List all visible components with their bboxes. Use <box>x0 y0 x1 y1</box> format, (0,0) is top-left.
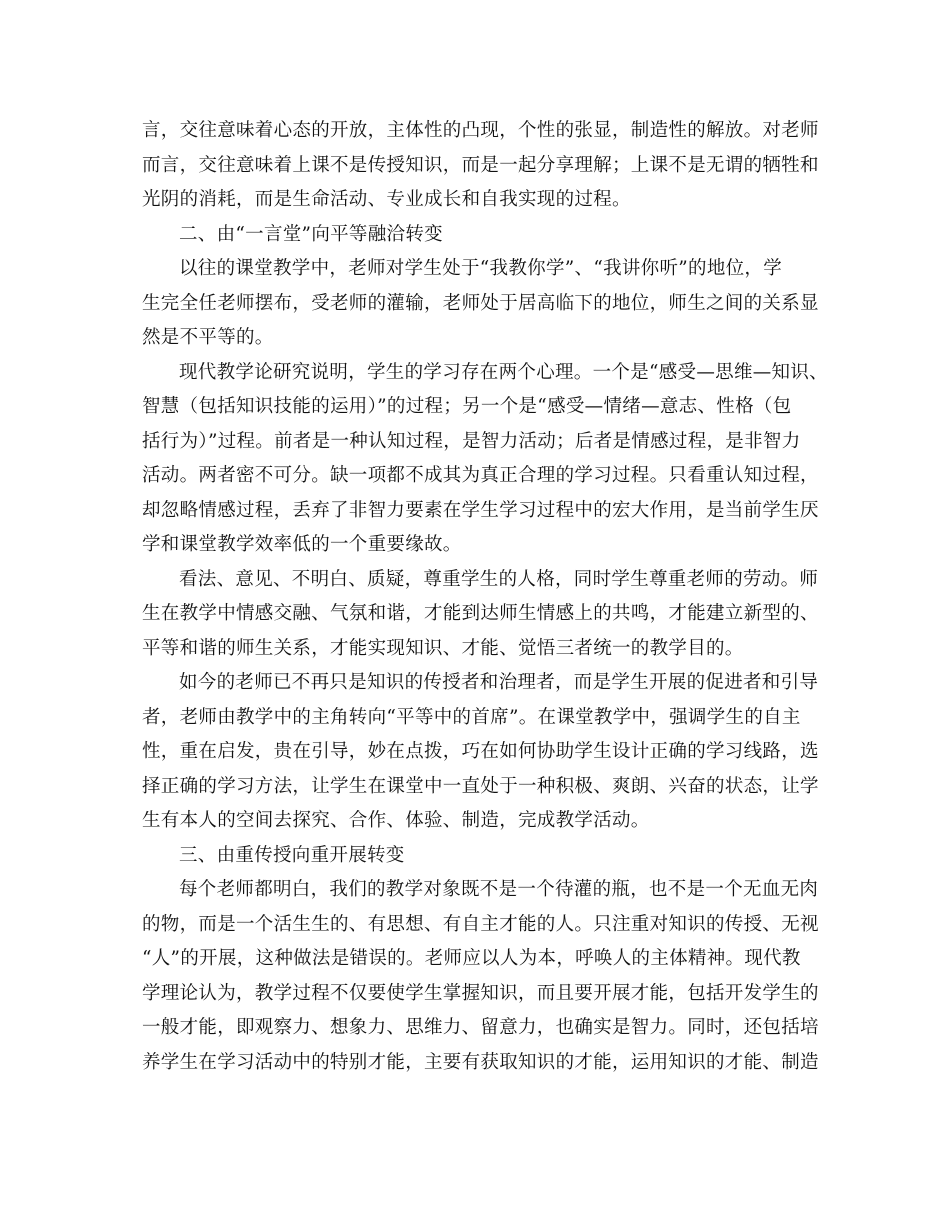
text-line: 学和课堂教学效率低的一个重要缘故。 <box>142 534 462 555</box>
text-line: 的物，而是一个活生生的、有思想、有自主才能的人。只注重对知识的传授、无视 <box>142 913 819 935</box>
text-line: 如今的老师已不再只是知识的传授者和治理者，而是学生开展的促进者和引导 <box>179 672 819 693</box>
text-line: 者，老师由教学中的主角转向“平等中的首席”。在课堂教学中，强调学生的自主 <box>142 706 801 728</box>
text-line: 学理论认为，教学过程不仅要使学生掌握知识，而且要开展才能，包括开发学生的 <box>142 982 819 1004</box>
text-line: 平等和谐的师生关系，才能实现知识、才能、觉悟三者统一的教学目的。 <box>142 637 744 659</box>
text-line: 括行为）”过程。前者是一种认知过程，是智力活动；后者是情感过程，是非智力 <box>142 430 801 452</box>
text-line: 性，重在启发，贵在引导，妙在点拨，巧在如何协助学生设计正确的学习线路，选 <box>142 741 819 762</box>
text-line: 生完全任老师摆布，受老师的灌输，老师处于居高临下的地位，师生之间的关系显 <box>142 292 819 314</box>
text-line: 三、由重传授向重开展转变 <box>179 844 405 866</box>
text-line: 每个老师都明白，我们的教学对象既不是一个待灌的瓶，也不是一个无血无肉 <box>179 879 819 900</box>
text-line: 择正确的学习方法，让学生在课堂中一直处于一种积极、爽朗、兴奋的状态，让学 <box>142 775 819 797</box>
text-line: 生在教学中情感交融、气氛和谐，才能到达师生情感上的共鸣，才能建立新型的、 <box>142 603 819 624</box>
text-line: “人”的开展，这种做法是错误的。老师应以人为本，呼唤人的主体精神。现代教 <box>142 948 801 969</box>
text-line: 养学生在学习活动中的特别才能，主要有获取知识的才能，运用知识的才能、制造 <box>142 1051 819 1073</box>
text-line: 光阴的消耗，而是生命活动、专业成长和自我实现的过程。 <box>142 189 631 210</box>
text-line: 现代教学论研究说明，学生的学习存在两个心理。一个是“感受—思维—知识、 <box>179 361 828 383</box>
text-line: 智慧（包括知识技能的运用）”的过程；另一个是“感受—情绪—意志、性格（包 <box>142 396 792 417</box>
text-line: 看法、意见、不明白、质疑，尊重学生的人格，同时学生尊重老师的劳动。师 <box>179 568 819 590</box>
document-body <box>142 114 828 1080</box>
text-line: 二、由“一言堂”向平等融洽转变 <box>179 223 443 245</box>
text-line: 活动。两者密不可分。缺一项都不成其为真正合理的学习过程。只看重认知过程， <box>142 465 819 486</box>
text-line: 言，交往意味着心态的开放，主体性的凸现，个性的张显，制造性的解放。对老师 <box>142 120 819 141</box>
text-line: 然是不平等的。 <box>142 327 274 348</box>
text-line: 以往的课堂教学中，老师对学生处于“我教你学”、“我讲你听”的地位，学 <box>179 258 783 279</box>
text-line: 一般才能，即观察力、想象力、思维力、留意力，也确实是智力。同时，还包括培 <box>142 1017 819 1038</box>
text-line: 却忽略情感过程，丢弃了非智力要素在学生学习过程中的宏大作用，是当前学生厌 <box>142 499 819 521</box>
text-line: 而言，交往意味着上课不是传授知识，而是一起分享理解；上课不是无谓的牺牲和 <box>142 154 819 176</box>
text-line: 生有本人的空间去探究、合作、体验、制造，完成教学活动。 <box>142 810 650 831</box>
